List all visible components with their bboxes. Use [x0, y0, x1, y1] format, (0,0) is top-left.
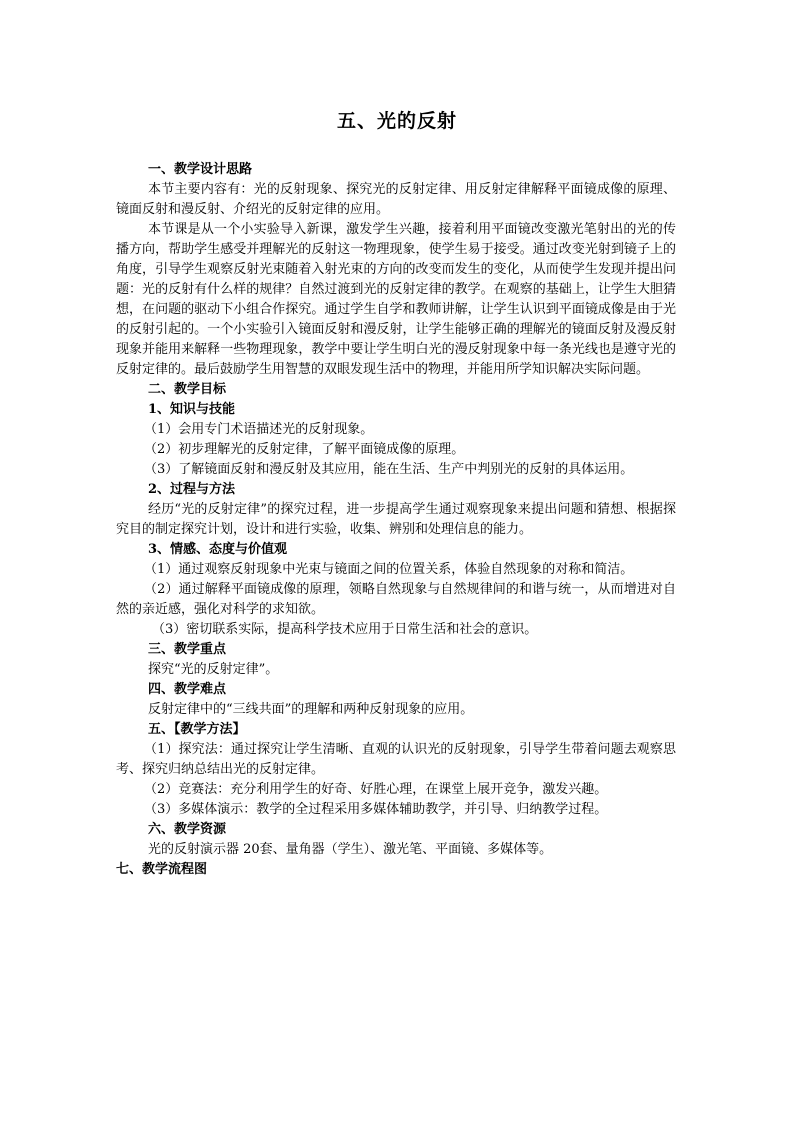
list-item: （3）了解镜面反射和漫反射及其应用，能在生活、生产中判别光的反射的具体运用。: [144, 462, 634, 477]
list-item: （3）多媒体演示：教学的全过程采用多媒体辅助教学，并引导、归纳教学过程。: [144, 802, 608, 817]
paragraph-lesson-intro: 本节课是从一个小实验导入新课，激发学生兴趣，接着利用平面镜改变激光笔射出的光的传播方向，帮助学生感受并理解光的反射这一物理现象，使学生易于接受。通过改变光射到镜子上的角度，引导学生观察反射光束随着入射光束的方向的改变而发生的变化，从而使学生发现并提出问题：光的反射有什么样的规律？自然过渡到光的反射定律的教学。在观察的基础上，让学生大胆猜想，在问题的驱动下小组合作探究。通过学生自学和教师讲解，让学生认识到平面镜成像是由于光的反射引起的。一个小实验引入镜面反射和漫反射，让学生能够正确的理解光的镜面反射及漫反射现象并能用来解释一些物理现象，教学中要让学生明白光的漫反射现象中每一条光线也是遵守光的反射定律的。最后鼓励学生用智慧的双眼发现生活中的物理，并能用所学知识解决实际问题。: [116, 222, 676, 377]
section-heading-key-points: 三、教学重点: [148, 642, 227, 657]
section-heading-methods: 五、【教学方法】: [148, 722, 246, 737]
page-title: 五、光的反射: [336, 110, 457, 132]
list-item: （1）通过观察反射现象中光束与镜面之间的位置关系，体验自然现象的对称和简洁。: [144, 562, 634, 577]
paragraph-process: 经历“光的反射定律”的探究过程，进一步提高学生通过观察现象来提出问题和猜想、根据探究目的制定探究计划，设计和进行实验，收集、辨别和处理信息的能力。: [116, 502, 676, 537]
document-body: [116, 160, 676, 880]
list-item: （1）会用专门术语描述光的反射现象。: [144, 422, 374, 437]
list-item: （1）探究法：通过探究让学生清晰、直观的认识光的反射现象，引导学生带着问题去观察思考、探究归纳总结出光的反射定律。: [116, 742, 676, 777]
section-heading-flowchart: 七、教学流程图: [116, 862, 208, 877]
paragraph-key-points: 探究“光的反射定律”。: [148, 662, 279, 677]
list-item: （3）密切联系实际，提高科学技术应用于日常生活和社会的意识。: [152, 622, 538, 637]
section-heading-goals: 二、教学目标: [148, 382, 227, 397]
section-heading-resources: 六、教学资源: [148, 822, 227, 837]
subheading-knowledge: 1、知识与技能: [148, 402, 236, 417]
section-heading-design: 一、教学设计思路: [148, 162, 253, 177]
list-item: （2）竞赛法：充分利用学生的好奇、好胜心理，在课堂上展开竞争，激发兴趣。: [144, 782, 608, 797]
paragraph-main-content: 本节主要内容有：光的反射现象、探究光的反射定律、用反射定律解释平面镜成像的原理、镜面反射和漫反射、介绍光的反射定律的应用。: [116, 182, 676, 217]
paragraph-resources: 光的反射演示器 20套、量角器（学生）、激光笔、平面镜、多媒体等。: [148, 842, 553, 857]
list-item: （2）初步理解光的反射定律，了解平面镜成像的原理。: [144, 442, 465, 457]
list-item: （2）通过解释平面镜成像的原理，领略自然现象与自然规律间的和谐与统一，从而增进对自然的亲近感，强化对科学的求知欲。: [116, 582, 676, 617]
section-heading-difficulties: 四、教学难点: [148, 682, 227, 697]
paragraph-difficulties: 反射定律中的“三线共面”的理解和两种反射现象的应用。: [148, 702, 474, 717]
subheading-process: 2、过程与方法: [148, 482, 236, 497]
subheading-attitude: 3、情感、态度与价值观: [148, 542, 288, 557]
